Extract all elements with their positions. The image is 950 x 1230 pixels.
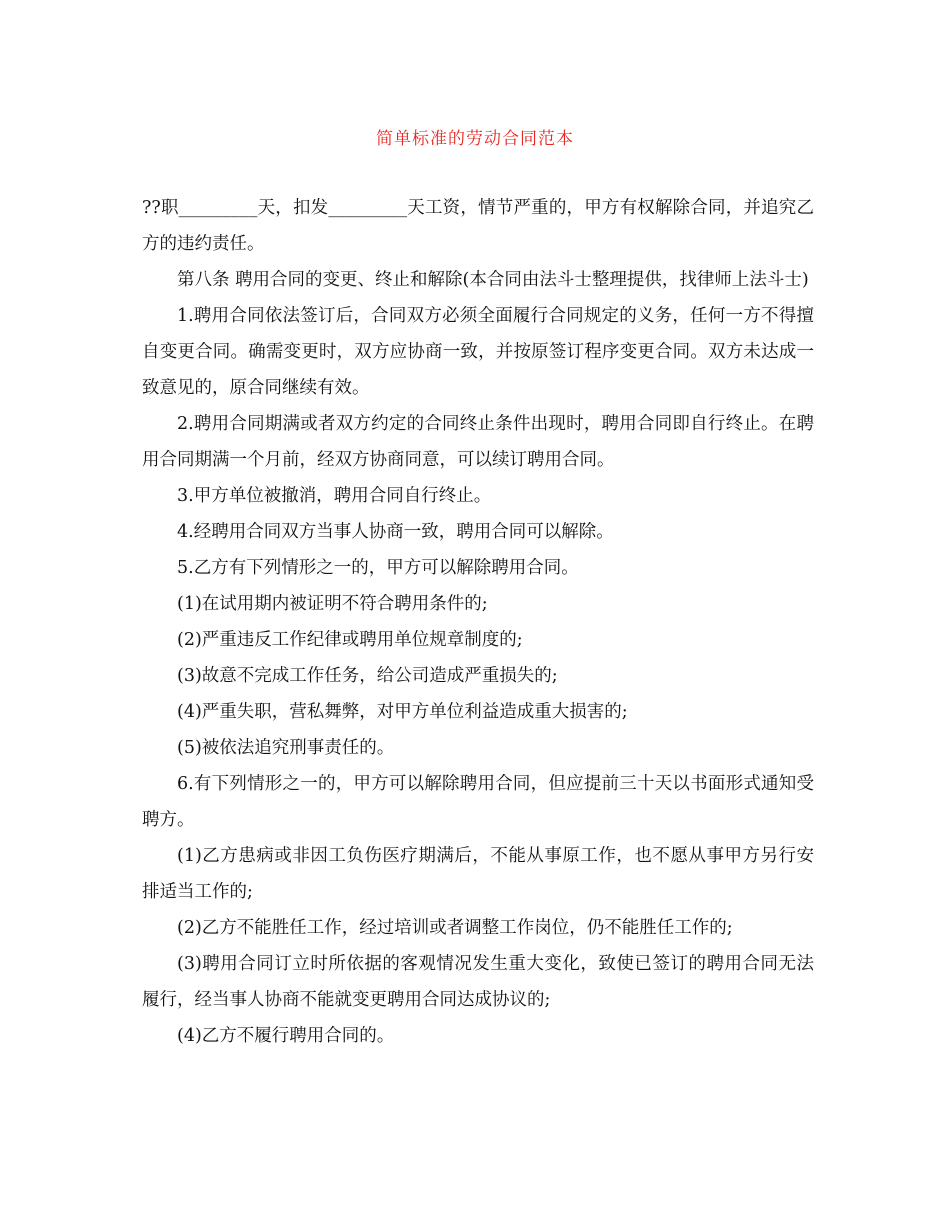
clause-4: 4.经聘用合同双方当事人协商一致，聘用合同可以解除。 — [177, 522, 614, 542]
clause-3: 3.甲方单位被撤消，聘用合同自行终止。 — [177, 486, 492, 506]
clause-6: 6.有下列情形之一的，甲方可以解除聘用合同，但应提前三十天以书面形式通知受聘方。 — [142, 774, 814, 830]
clause-6-item-3: (3)聘用合同订立时所依据的客观情况发生重大变化，致使已签订的聘用合同无法履行，经当事人协商不能就变更聘用合同达成协议的; — [142, 954, 814, 1010]
article-8-heading: 第八条 聘用合同的变更、终止和解除(本合同由法斗士整理提供，找律师上法斗士) — [177, 270, 809, 290]
clause-6-item-4: (4)乙方不履行聘用合同的。 — [177, 1026, 395, 1046]
clause-5-item-4: (4)严重失职，营私舞弊，对甲方单位利益造成重大损害的; — [177, 702, 628, 722]
clause-5-item-2: (2)严重违反工作纪律或聘用单位规章制度的; — [177, 630, 523, 650]
clause-1: 1.聘用合同依法签订后，合同双方必须全面履行合同规定的义务，任何一方不得擅自变更合同。确需变更时，双方应协商一致，并按原签订程序变更合同。双方未达成一致意见的，原合同继续有效。 — [142, 306, 814, 398]
clause-2: 2.聘用合同期满或者双方约定的合同终止条件出现时，聘用合同即自行终止。在聘用合同期满一个月前，经双方协商同意，可以续订聘用合同。 — [142, 414, 814, 470]
clause-5: 5.乙方有下列情形之一的，甲方可以解除聘用合同。 — [177, 558, 579, 578]
clause-6-item-2: (2)乙方不能胜任工作，经过培训或者调整工作岗位，仍不能胜任工作的; — [177, 918, 733, 938]
clause-5-item-3: (3)故意不完成工作任务，给公司造成严重损失的; — [177, 666, 558, 686]
document-body — [142, 190, 814, 1054]
clause-5-item-1: (1)在试用期内被证明不符合聘用条件的; — [177, 594, 488, 614]
clause-5-item-5: (5)被依法追究刑事责任的。 — [177, 738, 395, 758]
document-title: 简单标准的劳动合同范本 — [376, 129, 574, 149]
paragraph-continuation: ??职_________天，扣发_________天工资，情节严重的，甲方有权解除合同，并追究乙方的违约责任。 — [142, 198, 814, 254]
clause-6-item-1: (1)乙方患病或非因工负伤医疗期满后，不能从事原工作，也不愿从事甲方另行安排适当工作的; — [142, 846, 814, 902]
